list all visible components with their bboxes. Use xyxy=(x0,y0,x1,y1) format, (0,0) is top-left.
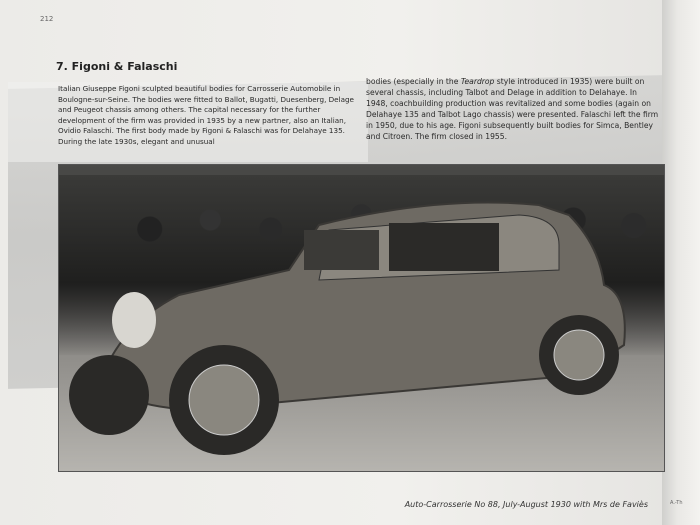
page-number: 212 xyxy=(40,15,54,23)
page-edge xyxy=(662,0,700,525)
body-text-column-1: Italian Giuseppe Figoni sculpted beautiful bodies for Carrosserie Automobile in Boulogne-sur-Seine. The bodies were fitted to Ballot, Bugatti, Duesenberg, Delage and Peugeot chassis among others. The capital necessary for the further development of the firm was provided in 1935 by a new partner, also an Italian, Ovidio Falaschi. The first body made by Figoni & Falaschi was for Delahaye 135. During the late 1930s, elegant and unusual xyxy=(58,84,354,146)
body-text-column-2 xyxy=(366,76,660,142)
text-italic: Teardrop xyxy=(460,77,495,86)
chapter-heading: 7. Figoni & Falaschi xyxy=(56,60,178,73)
text-run: style introduced in 1935) were built on several chassis, including Talbot and Delage in addition to Delahaye. In 1948, coachbuilding production was revitalized and some bodies (again on Delahaye 135 and Talbot Lago chassis) were presented. Falaschi left the firm in 1950, due to his age. Figoni subsequently built bodies for Simca, Bentley and Citroen. The firm closed in 1955. xyxy=(366,77,659,141)
vintage-car-photo xyxy=(58,164,665,472)
photo-credit: A.-Th xyxy=(670,500,683,506)
text-run: bodies (especially in the xyxy=(366,77,461,86)
photo-caption: Auto-Carrosserie No 88, July-August 1930 with Mrs de Faviès xyxy=(404,500,648,509)
car-illustration xyxy=(59,165,664,471)
